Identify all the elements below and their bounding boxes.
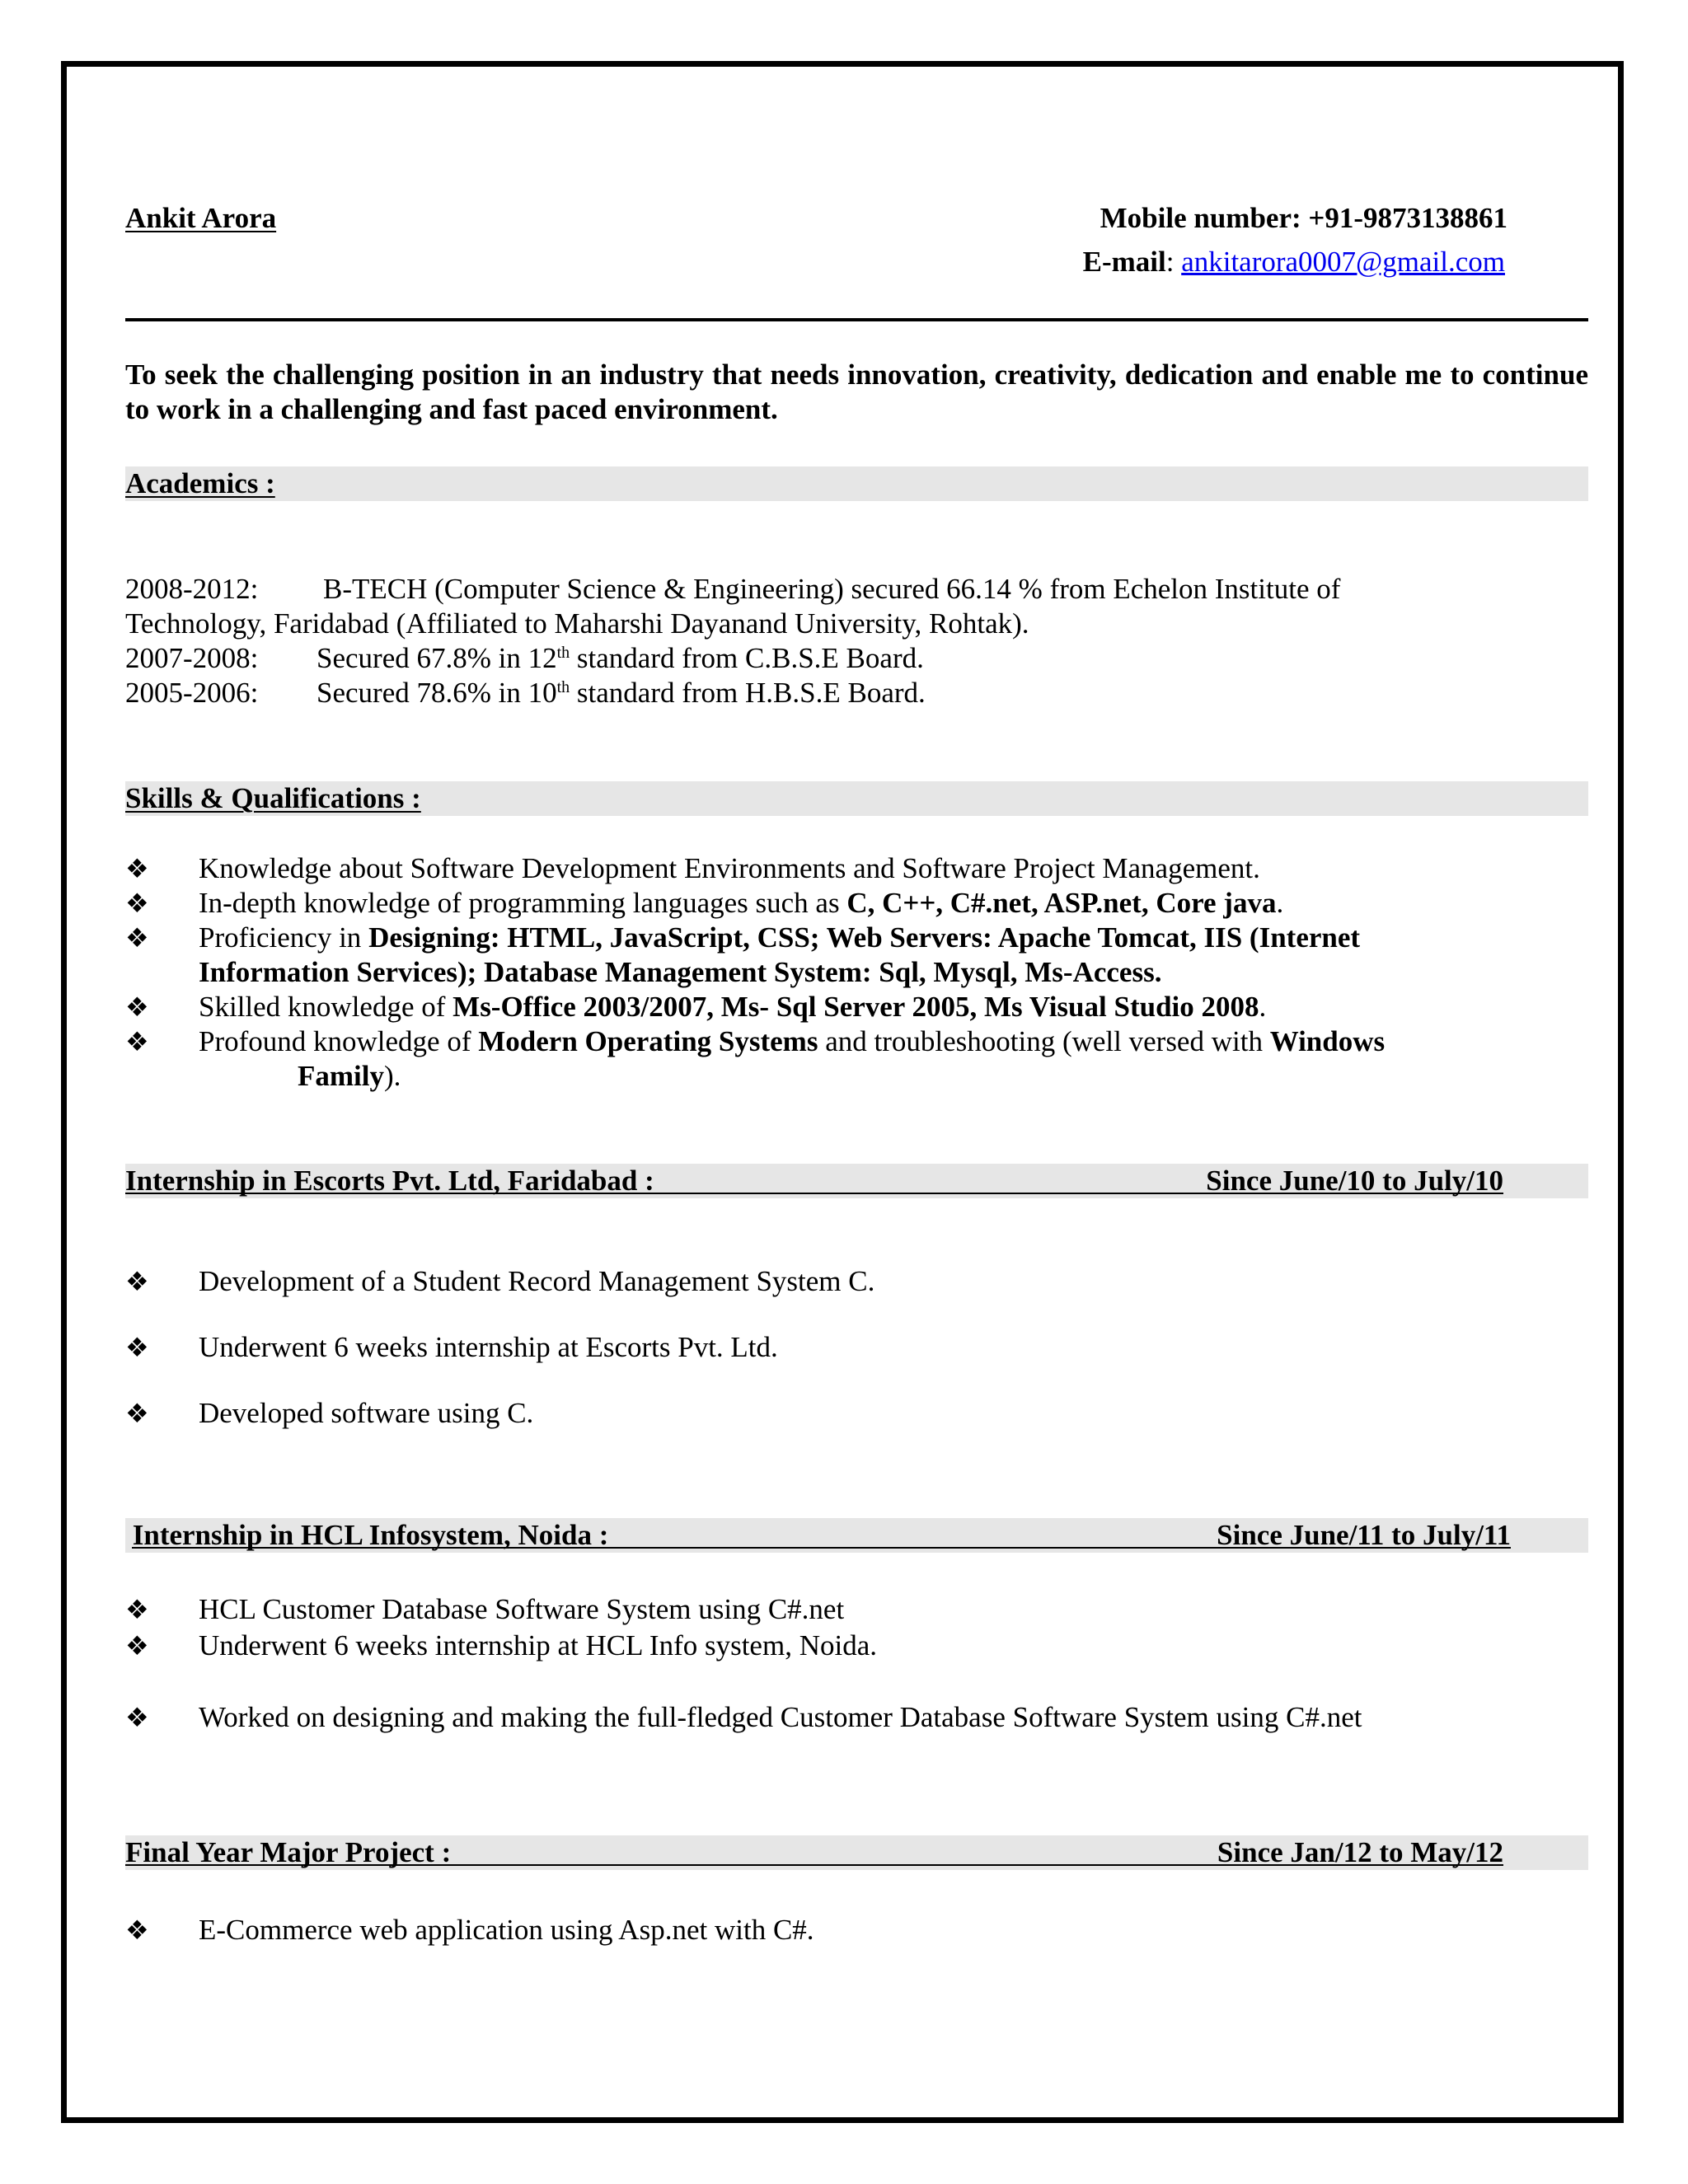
project-item: E-Commerce web application using Asp.net with C#. [199, 1914, 814, 1946]
bullet-icon: ❖ [125, 1027, 149, 1057]
internship-escorts-heading-band [125, 1164, 1588, 1198]
internship-hcl-heading-band [125, 1518, 1588, 1553]
skill-emphasis: Family [298, 1060, 384, 1092]
skill-emphasis: Windows [1269, 1025, 1386, 1057]
project-heading: Final Year Major Project : [125, 1836, 452, 1868]
bullet-icon: ❖ [125, 1703, 149, 1732]
academics-row-10th [125, 676, 926, 710]
bullet-icon: ❖ [125, 1267, 149, 1296]
skill-emphasis: Designing: HTML, JavaScript, CSS; Web Servers: Apache Tomcat, IIS (Internet [368, 921, 1361, 954]
internship-hcl-item: Worked on designing and making the full-fledged Customer Database Software System using C#.net [199, 1701, 1362, 1733]
academics-heading: Academics : [125, 467, 275, 499]
skill-emphasis: Modern Operating Systems [478, 1025, 818, 1057]
skill-item-cont: Information Services); Database Management System: Sql, Mysql, Ms-Access. [199, 956, 1162, 988]
bullet-icon: ❖ [125, 888, 149, 918]
academics-year: 2005-2006: [125, 677, 259, 709]
email-line [1083, 245, 1505, 279]
candidate-name: Ankit Arora [125, 202, 277, 234]
mobile-number: Mobile number: +91-9873138861 [1100, 202, 1507, 234]
skill-emphasis: Ms-Office 2003/2007, Ms- Sql Server 2005, Ms Visual Studio 2008 [452, 991, 1259, 1023]
academics-row-btech [125, 572, 1340, 607]
skills-heading: Skills & Qualifications : [125, 782, 421, 814]
internship-hcl-item: HCL Customer Database Software System using C#.net [199, 1593, 845, 1625]
academics-detail-post: standard from H.B.S.E Board. [570, 677, 926, 709]
internship-escorts-item: Developed software using C. [199, 1397, 534, 1429]
skill-item [199, 921, 1360, 955]
academics-row-btech-cont: Technology, Faridabad (Affiliated to Maharshi Dayanand University, Rohtak). [125, 607, 1029, 640]
academics-year: 2007-2008: [125, 642, 259, 674]
skill-emphasis: C, C++, C#.net, ASP.net, Core java [846, 887, 1277, 919]
email-separator: : [1165, 246, 1182, 278]
skill-text: and troubleshooting (well versed with [818, 1025, 1270, 1057]
skills-heading-band [125, 781, 1588, 816]
internship-hcl-period: Since June/11 to July/11 [1217, 1519, 1511, 1551]
academics-detail-pre: Secured 78.6% in 10 [316, 677, 557, 709]
bullet-icon: ❖ [125, 1631, 149, 1661]
internship-escorts-item: Development of a Student Record Management System C. [199, 1265, 875, 1297]
bullet-icon: ❖ [125, 1333, 149, 1362]
heading-underline [125, 1193, 1503, 1194]
internship-escorts-heading: Internship in Escorts Pvt. Ltd, Faridabad : [125, 1165, 654, 1197]
bullet-icon: ❖ [125, 1399, 149, 1428]
bullet-icon: ❖ [125, 1915, 149, 1945]
email-label: E-mail [1082, 246, 1166, 278]
academics-year: 2008-2012: [125, 573, 259, 605]
skill-item [199, 886, 1283, 921]
bullet-icon: ❖ [125, 992, 149, 1022]
skill-item: Knowledge about Software Development Environments and Software Project Management. [199, 852, 1260, 884]
skill-text: Profound knowledge of [199, 1025, 479, 1057]
academics-detail-post: standard from C.B.S.E Board. [570, 642, 924, 674]
skill-text: Proficiency in [199, 921, 369, 954]
bullet-icon: ❖ [125, 854, 149, 883]
skill-text: In-depth knowledge of programming languages such as [199, 887, 847, 919]
internship-hcl-item: Underwent 6 weeks internship at HCL Info system, Noida. [199, 1629, 877, 1661]
heading-underline [132, 1547, 1511, 1549]
skill-text: Skilled knowledge of [199, 991, 453, 1023]
skill-item [199, 1024, 1385, 1059]
academics-detail-sup: th [556, 644, 570, 662]
academics-detail: B-TECH (Computer Science & Engineering) secured 66.14 % from Echelon Institute of [323, 573, 1341, 605]
email-link[interactable]: ankitarora0007@gmail.com [1181, 246, 1505, 278]
header-divider [125, 318, 1588, 321]
academics-heading-band [125, 466, 1588, 501]
internship-escorts-item: Underwent 6 weeks internship at Escorts Pvt. Ltd. [199, 1331, 778, 1363]
project-period: Since Jan/12 to May/12 [1217, 1836, 1503, 1868]
academics-detail-sup: th [556, 678, 570, 696]
skill-item [199, 990, 1266, 1024]
bullet-icon: ❖ [125, 1595, 149, 1624]
heading-underline [125, 1864, 1503, 1866]
internship-hcl-heading: Internship in HCL Infosystem, Noida : [125, 1519, 609, 1551]
academics-detail-pre: Secured 67.8% in 12 [316, 642, 557, 674]
skill-text: . [1259, 991, 1267, 1023]
bullet-icon: ❖ [125, 923, 149, 953]
academics-row-12th [125, 641, 924, 676]
internship-escorts-period: Since June/10 to July/10 [1206, 1165, 1503, 1197]
skill-item-cont [298, 1059, 401, 1094]
career-objective: To seek the challenging position in an industry that needs innovation, creativity, dedication and enable me to continue to work in a challenging and fast paced environment. [125, 359, 1588, 425]
skill-text: . [1276, 887, 1284, 919]
skill-text: ). [383, 1060, 401, 1092]
project-heading-band [125, 1835, 1588, 1870]
